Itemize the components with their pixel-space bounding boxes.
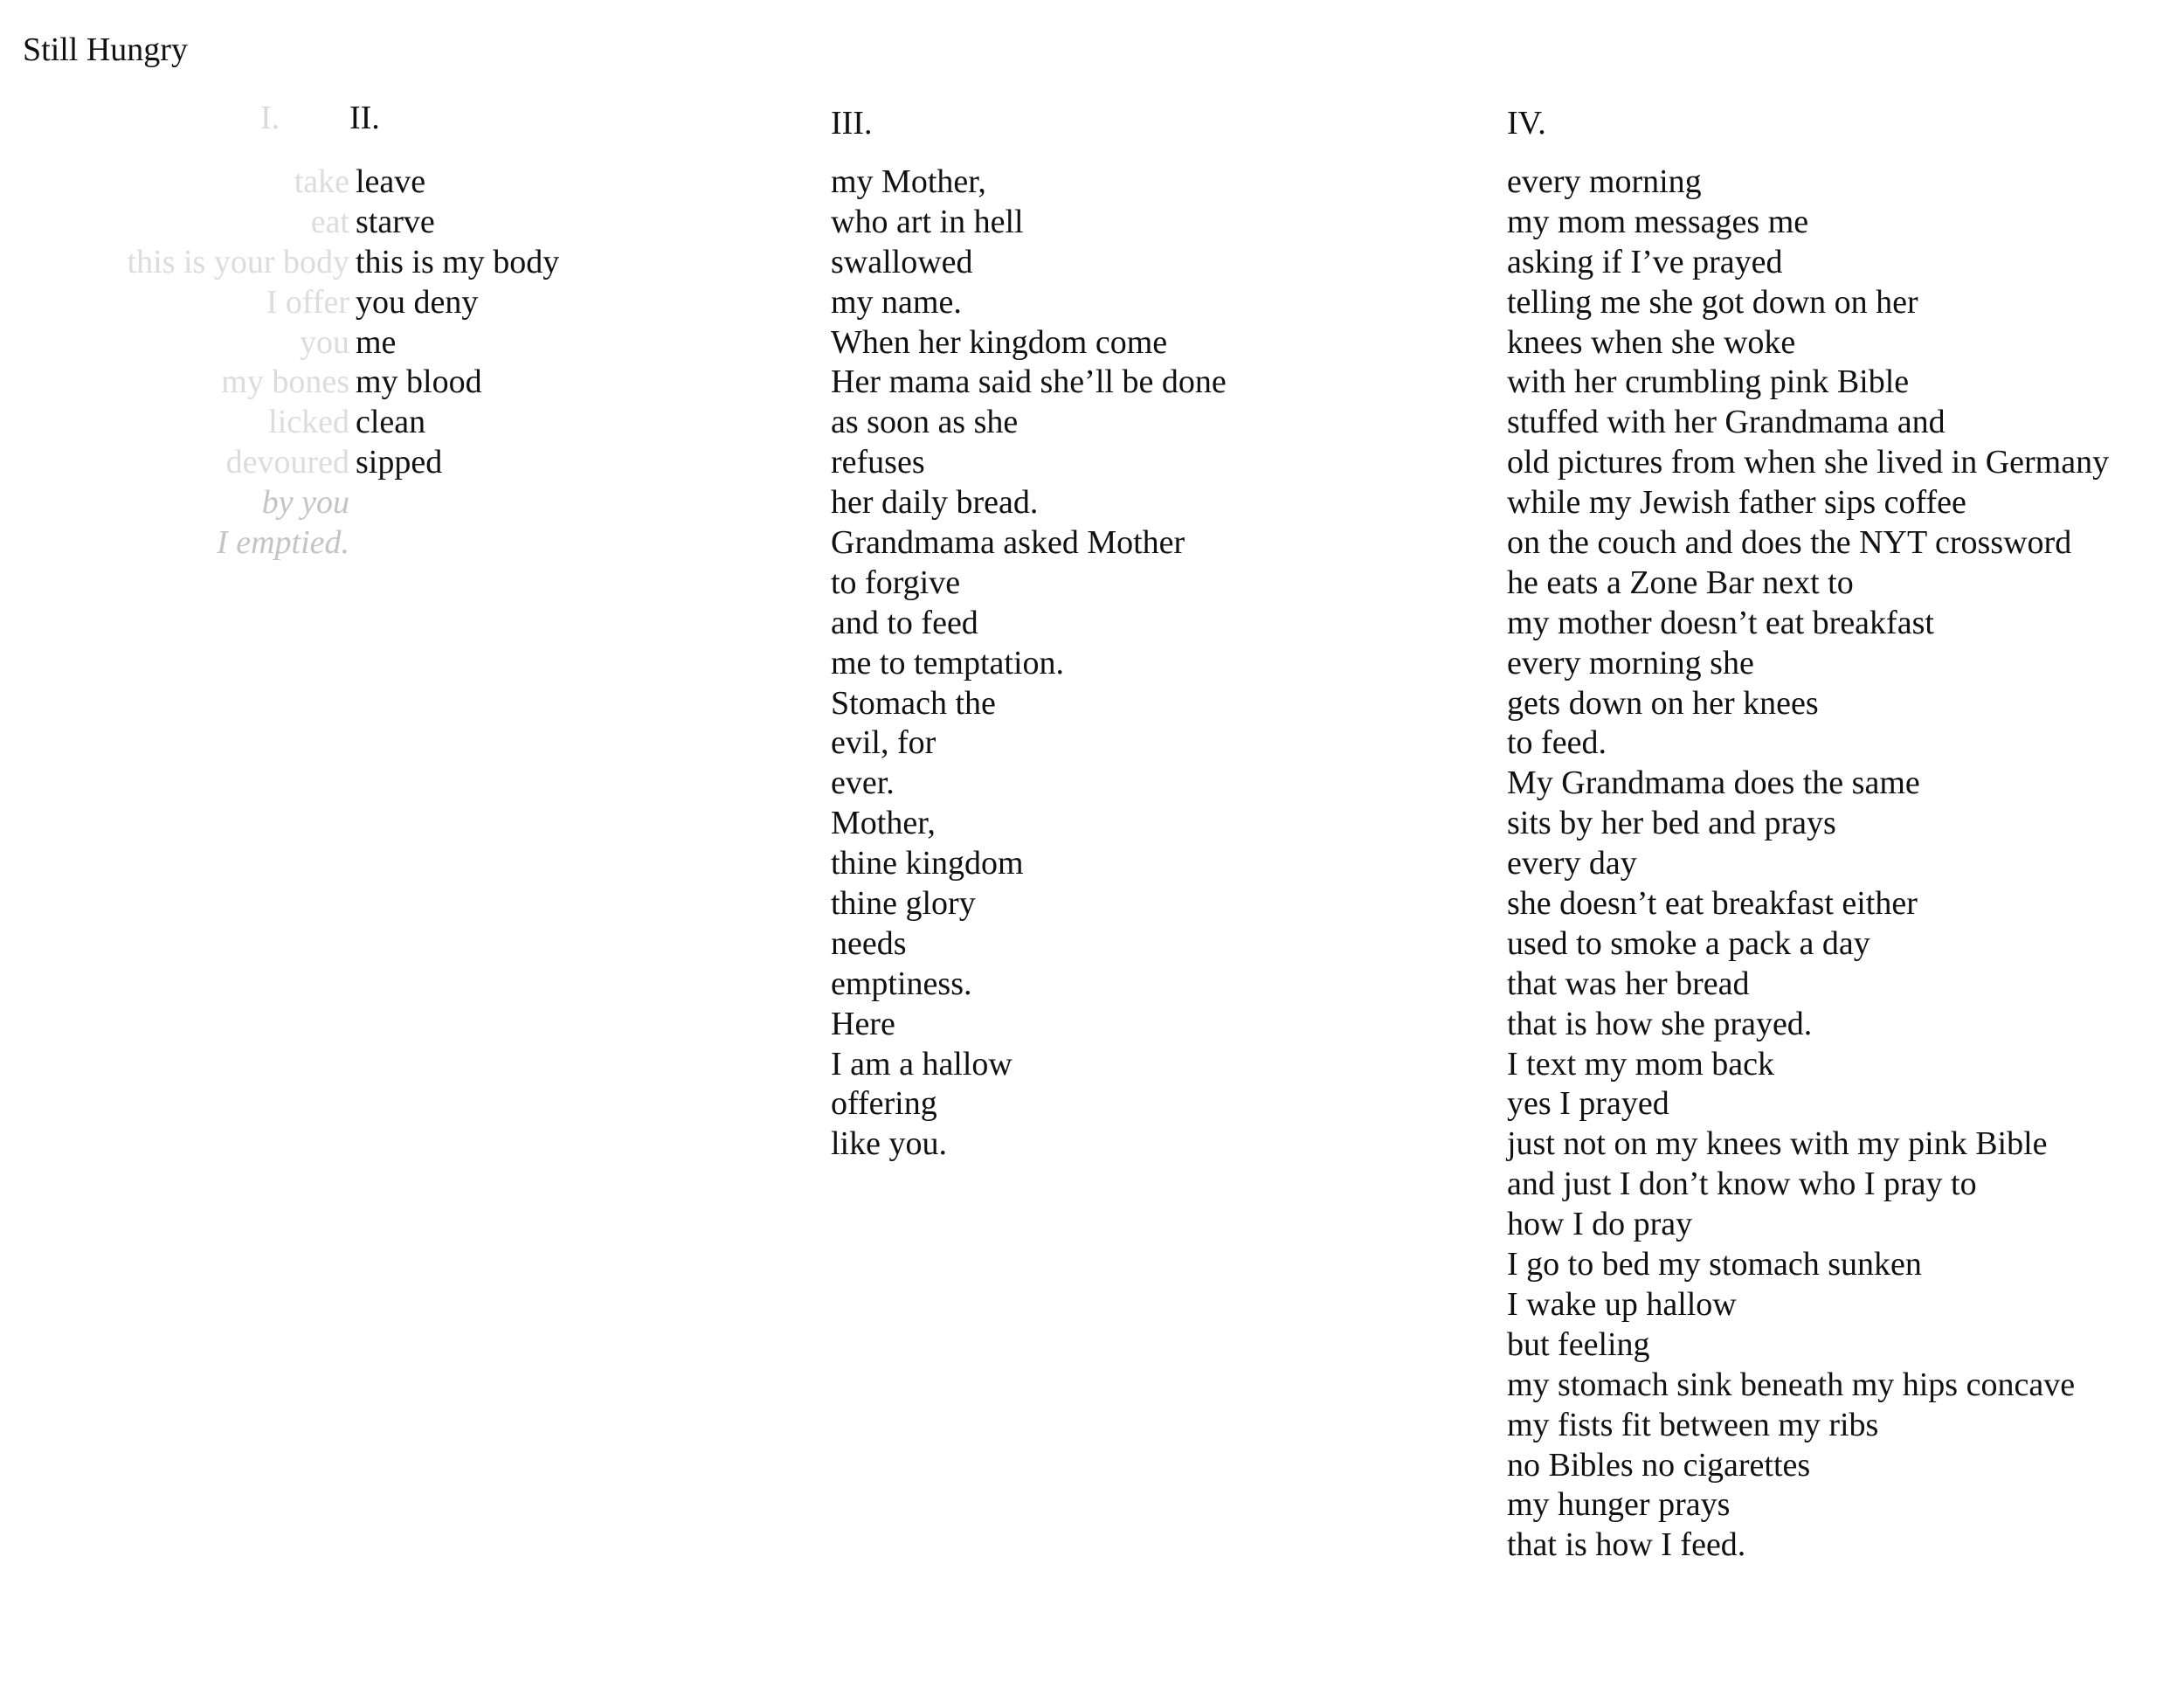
poem-line: this is my body xyxy=(356,243,560,280)
poem-line xyxy=(356,523,618,564)
poem-line: I emptied. xyxy=(217,524,349,562)
poem-line: used to smoke a pack a day xyxy=(1507,924,1870,962)
poem-line: while my Jewish father sips coffee xyxy=(1507,484,1966,522)
poem-line: my fists fit between my ribs xyxy=(1507,1406,1879,1443)
poem-line: that is how she prayed. xyxy=(1507,1005,1813,1042)
poem-line: with her crumbling pink Bible xyxy=(1507,363,1910,401)
section-4-stanza xyxy=(1507,163,2180,1566)
poem-line: thine glory xyxy=(831,885,976,923)
poem-line: emptiness. xyxy=(831,965,972,1002)
poem-line: swallowed xyxy=(831,243,973,280)
poem-line: my mother doesn’t eat breakfast xyxy=(1507,604,1934,641)
poem-line: yes I prayed xyxy=(1507,1085,1669,1123)
poem-line: me to temptation. xyxy=(831,644,1065,681)
poem-line: asking if I’ve prayed xyxy=(1507,243,1783,280)
poem-line: refuses xyxy=(831,444,925,481)
poem-line: I offer xyxy=(266,283,349,321)
poem-line: just not on my knees with my pink Bible xyxy=(1507,1125,2048,1163)
poem-line: she doesn’t eat breakfast either xyxy=(1507,885,1918,923)
poem-line: but feeling xyxy=(1507,1325,1650,1363)
section-3-stanza xyxy=(831,163,1320,1165)
poem-line: stuffed with her Grandmama and xyxy=(1507,404,1946,441)
poem-line: When her kingdom come xyxy=(831,323,1168,361)
poem-line: her daily bread. xyxy=(831,484,1039,522)
poem-line: thine kingdom xyxy=(831,845,1024,882)
poem-line: I go to bed my stomach sunken xyxy=(1507,1246,1922,1283)
poem-line: to forgive xyxy=(831,564,961,601)
poem-line: that was her bread xyxy=(1507,965,1750,1002)
section-2-stanza xyxy=(356,163,618,564)
section-heading-4: IV. xyxy=(1507,105,1546,142)
poem-line: like you. xyxy=(831,1125,947,1163)
poem-line: gets down on her knees xyxy=(1507,684,1819,722)
poem-line: to feed. xyxy=(1507,724,1607,762)
poem-line: Here xyxy=(831,1005,895,1042)
poem-line: offering xyxy=(831,1085,937,1123)
poem-line: licked xyxy=(268,404,349,441)
poem-line: take xyxy=(294,163,349,200)
poem-line: my bones xyxy=(221,363,349,401)
poem-line: my blood xyxy=(356,363,482,401)
poem-line: me xyxy=(356,323,397,361)
poem-line: I am a hallow xyxy=(831,1045,1013,1083)
poem-line: he eats a Zone Bar next to xyxy=(1507,564,1854,601)
poem-line: old pictures from when she lived in Germany xyxy=(1507,444,2110,481)
section-heading-3: III. xyxy=(831,105,873,142)
poem-line: by you xyxy=(261,484,349,522)
poem-line: devoured xyxy=(225,444,349,481)
poem-line: and to feed xyxy=(831,604,978,641)
poem-line: sits by her bed and prays xyxy=(1507,805,1836,842)
poem-line: and just I don’t know who I pray to xyxy=(1507,1166,1977,1203)
poem-line: my Mother, xyxy=(831,163,986,200)
poem-line: my hunger prays xyxy=(1507,1486,1731,1524)
section-heading-2: II. xyxy=(349,100,380,136)
poem-line: I text my mom back xyxy=(1507,1045,1775,1083)
poem-line: Grandmama asked Mother xyxy=(831,524,1185,562)
poem-line: My Grandmama does the same xyxy=(1507,764,1920,802)
poem-title: Still Hungry xyxy=(23,31,188,68)
poem-line: telling me she got down on her xyxy=(1507,283,1918,321)
poem-line: on the couch and does the NYT crossword xyxy=(1507,524,2072,562)
poem-line: how I do pray xyxy=(1507,1206,1693,1243)
poem-line: my stomach sink beneath my hips concave xyxy=(1507,1366,2076,1403)
poem-line: Her mama said she’ll be done xyxy=(831,363,1227,401)
poem-line: Stomach the xyxy=(831,684,996,722)
poem-line xyxy=(356,483,618,523)
poem-line: ever. xyxy=(831,764,895,802)
poem-line: I wake up hallow xyxy=(1507,1285,1737,1323)
poem-line: my name. xyxy=(831,283,962,321)
poem-line: who art in hell xyxy=(831,203,1024,240)
poem-line: every day xyxy=(1507,845,1637,882)
poem-line: this is your body xyxy=(127,243,349,280)
poem-line: starve xyxy=(356,203,435,240)
poem-line: clean xyxy=(356,404,426,441)
poem-line: you xyxy=(300,323,349,361)
poem-line: you deny xyxy=(356,283,479,321)
poem-line: eat xyxy=(310,203,349,240)
poem-line: no Bibles no cigarettes xyxy=(1507,1446,1811,1484)
section-1-stanza xyxy=(52,163,349,564)
poem-line: sipped xyxy=(356,444,443,481)
poem-line: evil, for xyxy=(831,724,936,762)
poem-line: my mom messages me xyxy=(1507,203,1809,240)
poem-line: every morning she xyxy=(1507,644,1754,681)
poem-line: as soon as she xyxy=(831,404,1019,441)
poem-line: Mother, xyxy=(831,805,936,842)
section-heading-1: I. xyxy=(260,100,280,136)
poem-line: needs xyxy=(831,924,907,962)
poem-line: leave xyxy=(356,163,426,200)
poem-line: knees when she woke xyxy=(1507,323,1796,361)
poem-line: that is how I feed. xyxy=(1507,1526,1746,1564)
poem-line: every morning xyxy=(1507,163,1702,200)
